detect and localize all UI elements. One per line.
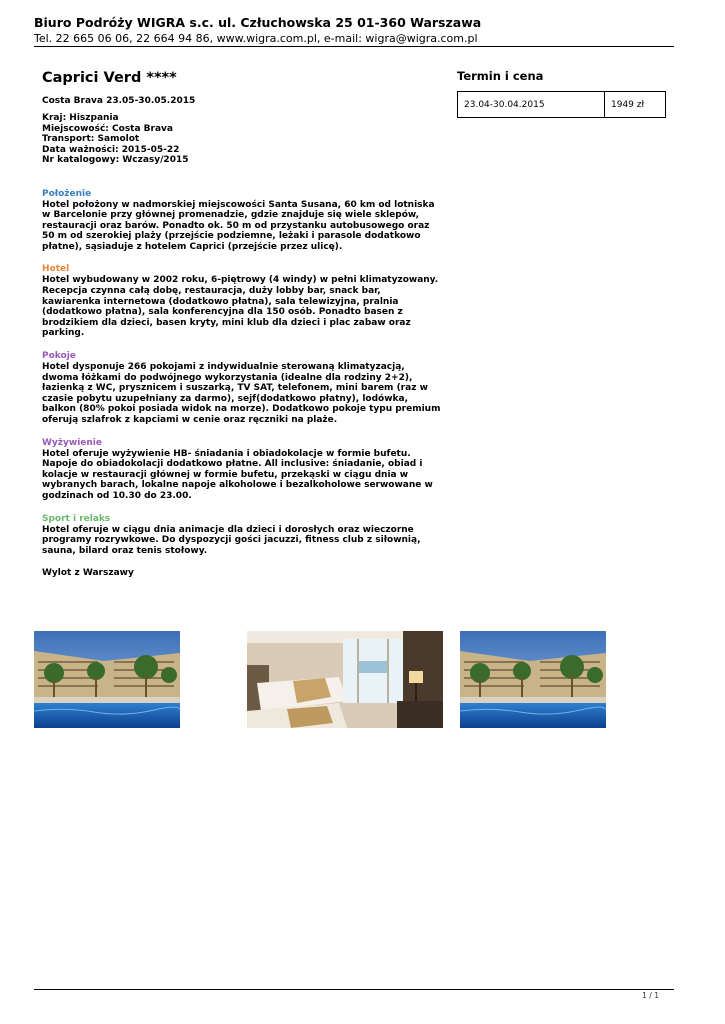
price-table	[457, 91, 666, 118]
section-board	[42, 438, 442, 502]
section-location-heading: Położenie	[42, 188, 92, 199]
footer-divider	[34, 989, 674, 990]
detail-country: Kraj: Hiszpania	[42, 113, 119, 123]
hotel-title: Caprici Verd ****	[42, 70, 177, 86]
departure-info: Wylot z Warszawy	[42, 568, 134, 579]
table-row	[458, 92, 666, 118]
offer-details	[42, 113, 442, 166]
detail-location: Miejscowość: Costa Brava	[42, 123, 173, 134]
section-sport	[42, 514, 442, 557]
hotel-pool-photo	[34, 631, 180, 728]
section-rooms-heading: Pokoje	[42, 351, 76, 362]
term-price: 1949 zł	[605, 92, 666, 118]
price-panel	[457, 69, 667, 118]
section-sport-heading: Sport i relaks	[42, 513, 111, 524]
offer-subtitle: Costa Brava 23.05-30.05.2015	[42, 96, 196, 106]
hotel-pool-photo-2	[460, 631, 606, 728]
header-divider	[34, 46, 674, 47]
section-hotel-body: Hotel wybudowany w 2002 roku, 6-piętrowy (4 windy) w pełni klimatyzowany. Recepcja czynna całą dobę, restauracja, duży lobby bar, snack bar, kawiarenka internetowa (dodatkowo płatna), sala telewizyjna, pralnia (dodatkowo płatna), sala konferencyjna dla 150 osób. Ponadto basen z brodzikiem dla dzieci, basen kryty, mini klub dla dzieci i plac zabaw oraz parking.	[42, 275, 439, 339]
section-board-body: Hotel oferuje wyżywienie HB- śniadania i obiadokolacje w formie bufetu. Napoje do obiadokolacji dodatkowo płatne. All inclusive: śniadanie, obiad i kolacje w restauracji głównej w formie bufetu, przekąski w ciągu dnia w wybranych barach, lokalne napoje alkoholowe i bezalkoholowe serwowane w godzinach od 10.30 do 23.00.	[42, 448, 433, 501]
price-heading: Termin i cena	[457, 69, 544, 83]
detail-validity: Data ważności: 2015-05-22	[42, 144, 180, 155]
page-header	[34, 14, 674, 46]
detail-catalog-number: Nr katalogowy: Wczasy/2015	[42, 155, 189, 165]
term-date: 23.04-30.04.2015	[458, 92, 605, 118]
section-location-body: Hotel położony w nadmorskiej miejscowości Santa Susana, 60 km od lotniska w Barcelonie przy głównej promenadzie, gdzie znajduje się wiele sklepów, restauracji oraz barów. Ponadto ok. 50 m od przystanku autobusowego oraz 50 m od szerokiej plaży (przejście podziemne, leżaki i parasole dodatkowo płatne), sąsiaduje z hotelem Caprici (przejście przez ulicę).	[42, 199, 435, 252]
section-sport-body: Hotel oferuje w ciągu dnia animacje dla dzieci i dorosłych oraz wieczorne programy rozrywkowe. Do dyspozycji gości jacuzzi, fitness club z siłownią, sauna, bilard oraz tenis stołowy.	[42, 524, 421, 556]
section-rooms-body: Hotel dysponuje 266 pokojami z indywidualnie sterowaną klimatyzacją, dwoma łóżkami do podwójnego wykorzystania (idealne dla rodziny 2+2), łazienką z WC, prysznicem i suszarką, TV SAT, telefonem, mini barem (raz w czasie pobytu uzupełniany za darmo), sejf(dodatkowo płatny), lodówka, balkon (80% pokoi posiada widok na morze). Dodatkowo pokoje typu premium oferują szlafrok z kapciami w cenie oraz ręczniki na plaże.	[42, 362, 441, 425]
hotel-room-photo	[247, 631, 443, 728]
section-hotel-heading: Hotel	[42, 264, 70, 275]
agency-contact: Tel. 22 665 06 06, 22 664 94 86, www.wigra.com.pl, e-mail: wigra@wigra.com.pl	[34, 32, 478, 45]
section-board-heading: Wyżywienie	[42, 437, 102, 448]
agency-name: Biuro Podróży WIGRA s.c. ul. Człuchowska 25 01-360 Warszawa	[34, 15, 482, 30]
offer-content	[42, 70, 442, 579]
page-number: 1 / 1	[642, 991, 659, 1000]
section-hotel	[42, 264, 442, 339]
section-location	[42, 189, 442, 253]
detail-transport: Transport: Samolot	[42, 134, 140, 144]
section-rooms	[42, 351, 442, 426]
